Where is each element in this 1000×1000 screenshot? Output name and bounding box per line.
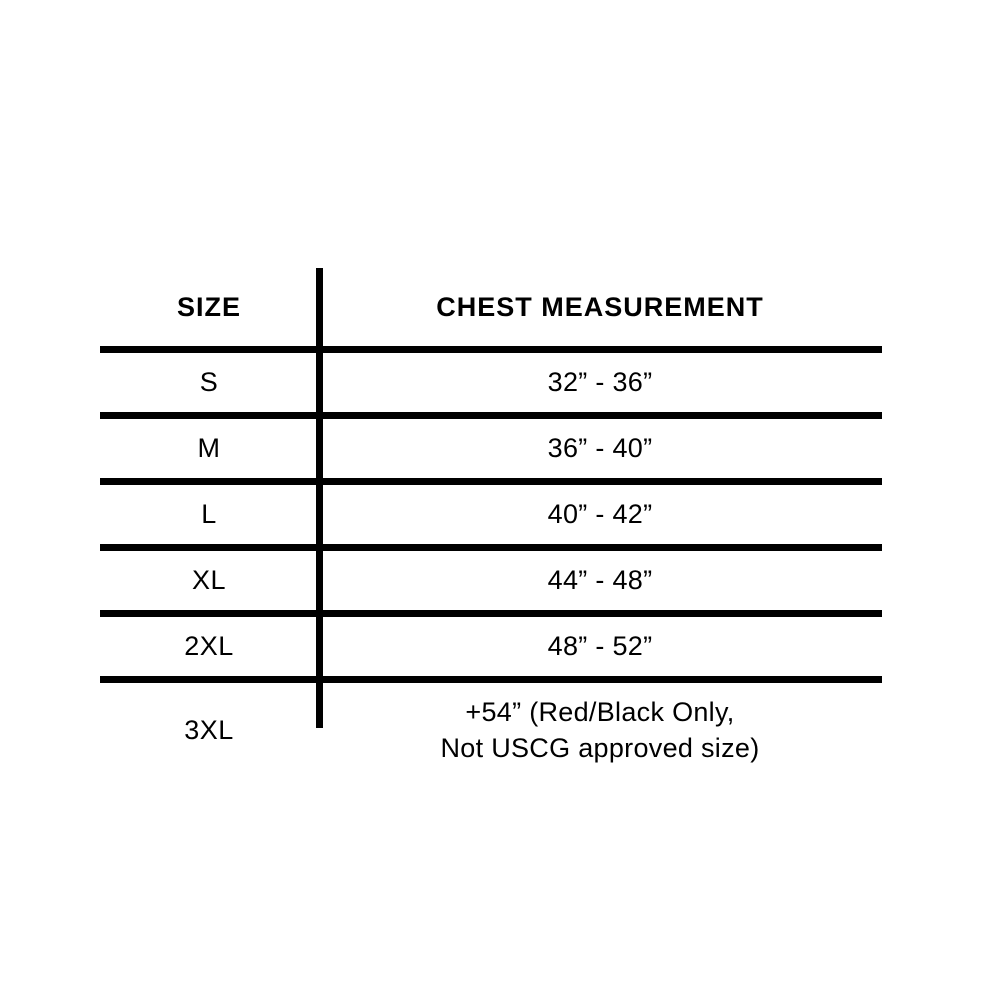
cell-chest: 36” - 40” <box>318 416 882 482</box>
cell-chest: 40” - 42” <box>318 482 882 548</box>
cell-chest: 44” - 48” <box>318 548 882 614</box>
table-row <box>100 614 882 680</box>
table-row <box>100 350 882 416</box>
cell-size: M <box>100 416 318 482</box>
table-row <box>100 416 882 482</box>
cell-size: 2XL <box>100 614 318 680</box>
cell-size: S <box>100 350 318 416</box>
cell-chest-line-1: +54” (Red/Black Only, <box>465 696 735 727</box>
column-divider <box>316 268 323 728</box>
table-row <box>100 680 882 778</box>
cell-size: 3XL <box>184 714 234 745</box>
cell-chest: 32” - 36” <box>318 350 882 416</box>
size-chart-table <box>100 268 882 777</box>
cell-chest-line-2: Not USCG approved size) <box>440 733 760 763</box>
cell-chest <box>318 680 882 778</box>
table-row <box>100 548 882 614</box>
table-row <box>100 482 882 548</box>
column-header-chest: CHEST MEASUREMENT <box>318 268 882 350</box>
column-header-size: SIZE <box>100 268 318 350</box>
size-chart <box>100 268 882 777</box>
table-header-row <box>100 268 882 350</box>
cell-size: L <box>100 482 318 548</box>
cell-size: XL <box>100 548 318 614</box>
cell-chest: 48” - 52” <box>318 614 882 680</box>
